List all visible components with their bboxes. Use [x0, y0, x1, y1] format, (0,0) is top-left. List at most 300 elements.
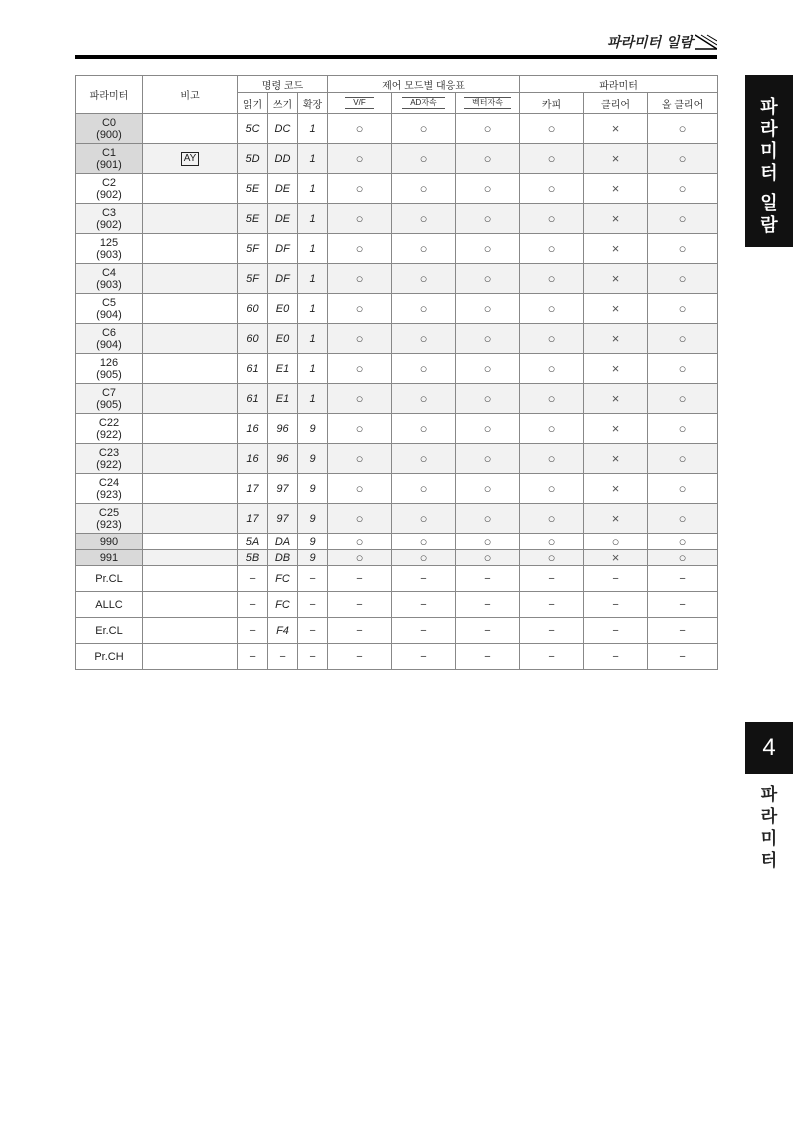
- all-clear-mark-cell: −: [648, 644, 718, 670]
- mode-tag-vector: 벡터자속: [464, 97, 511, 109]
- ad-mark-cell: ○: [392, 550, 456, 566]
- copy-mark-cell: ○: [520, 114, 584, 144]
- write-code-cell: 96: [268, 414, 298, 444]
- param-name: C5: [101, 296, 117, 309]
- note-cell: [143, 566, 238, 592]
- note-cell: [143, 204, 238, 234]
- side-tab-char: 터: [760, 163, 778, 184]
- copy-mark-cell: ○: [520, 294, 584, 324]
- param-cell: [76, 264, 143, 294]
- note-cell: [143, 474, 238, 504]
- all-clear-mark-cell: ○: [648, 174, 718, 204]
- note-cell: [143, 618, 238, 644]
- read-code-cell: −: [238, 592, 268, 618]
- read-code-cell: 5E: [238, 174, 268, 204]
- ad-mark-cell: ○: [392, 264, 456, 294]
- write-code-cell: −: [268, 644, 298, 670]
- vf-mark-cell: ○: [328, 414, 392, 444]
- param-name: C1: [101, 146, 117, 159]
- param-cell: [76, 204, 143, 234]
- copy-mark-cell: ○: [520, 354, 584, 384]
- param-name: Er.CL: [95, 624, 123, 637]
- table-row: [76, 204, 718, 234]
- ad-mark-cell: ○: [392, 324, 456, 354]
- note-cell: [143, 264, 238, 294]
- ext-code-cell: −: [298, 592, 328, 618]
- write-code-cell: DE: [268, 174, 298, 204]
- clear-mark-cell: ×: [584, 114, 648, 144]
- clear-mark-cell: ×: [584, 550, 648, 566]
- param-name: ALLC: [95, 598, 123, 611]
- param-name: C7: [101, 386, 117, 399]
- vector-mark-cell: ○: [456, 474, 520, 504]
- clear-mark-cell: ×: [584, 444, 648, 474]
- write-code-cell: F4: [268, 618, 298, 644]
- read-code-cell: 60: [238, 324, 268, 354]
- table-row: [76, 618, 718, 644]
- param-number: (902): [96, 188, 122, 201]
- chapter-label-char: 라: [760, 807, 778, 827]
- table-row: [76, 114, 718, 144]
- read-code-cell: 5B: [238, 550, 268, 566]
- note-cell: [143, 324, 238, 354]
- vector-mark-cell: ○: [456, 234, 520, 264]
- write-code-cell: E1: [268, 384, 298, 414]
- ext-code-cell: 1: [298, 114, 328, 144]
- vf-mark-cell: ○: [328, 474, 392, 504]
- param-cell: [76, 114, 143, 144]
- table-row: [76, 550, 718, 566]
- all-clear-mark-cell: ○: [648, 114, 718, 144]
- copy-mark-cell: ○: [520, 414, 584, 444]
- write-code-cell: DB: [268, 550, 298, 566]
- vector-mark-cell: ○: [456, 294, 520, 324]
- vf-mark-cell: ○: [328, 504, 392, 534]
- ext-code-cell: 1: [298, 204, 328, 234]
- write-code-cell: E0: [268, 294, 298, 324]
- table-row: [76, 592, 718, 618]
- all-clear-mark-cell: ○: [648, 144, 718, 174]
- copy-mark-cell: ○: [520, 550, 584, 566]
- clear-mark-cell: ×: [584, 144, 648, 174]
- chapter-label-char: 파: [760, 785, 778, 805]
- all-clear-mark-cell: −: [648, 566, 718, 592]
- clear-mark-cell: ×: [584, 174, 648, 204]
- vector-mark-cell: ○: [456, 264, 520, 294]
- param-name: C6: [101, 326, 117, 339]
- param-cell: [76, 618, 143, 644]
- ext-code-cell: 1: [298, 174, 328, 204]
- param-cell: [76, 384, 143, 414]
- ext-code-cell: 1: [298, 354, 328, 384]
- read-code-cell: 61: [238, 354, 268, 384]
- param-cell: [76, 414, 143, 444]
- all-clear-mark-cell: −: [648, 592, 718, 618]
- ext-code-cell: 1: [298, 294, 328, 324]
- param-cell: [76, 534, 143, 550]
- col-header-copy: 카피: [520, 93, 584, 114]
- clear-mark-cell: ×: [584, 264, 648, 294]
- ext-code-cell: −: [298, 644, 328, 670]
- param-name: C22: [98, 416, 120, 429]
- copy-mark-cell: −: [520, 566, 584, 592]
- vf-mark-cell: −: [328, 566, 392, 592]
- col-header-parameter: 파라미터: [76, 76, 143, 114]
- vector-mark-cell: −: [456, 592, 520, 618]
- all-clear-mark-cell: ○: [648, 384, 718, 414]
- ext-code-cell: 9: [298, 550, 328, 566]
- note-cell: [143, 114, 238, 144]
- param-number: (901): [96, 158, 122, 171]
- table-row: [76, 294, 718, 324]
- ext-code-cell: 9: [298, 474, 328, 504]
- page-header-title: 파라미터 일람: [606, 35, 693, 51]
- param-name: Pr.CL: [95, 572, 123, 585]
- clear-mark-cell: −: [584, 592, 648, 618]
- write-code-cell: FC: [268, 592, 298, 618]
- copy-mark-cell: ○: [520, 474, 584, 504]
- all-clear-mark-cell: ○: [648, 504, 718, 534]
- copy-mark-cell: ○: [520, 264, 584, 294]
- clear-mark-cell: ×: [584, 504, 648, 534]
- ad-mark-cell: ○: [392, 414, 456, 444]
- vf-mark-cell: ○: [328, 264, 392, 294]
- vector-mark-cell: ○: [456, 204, 520, 234]
- ad-mark-cell: ○: [392, 354, 456, 384]
- col-header-all-clear: 올 클리어: [648, 93, 718, 114]
- vector-mark-cell: −: [456, 566, 520, 592]
- vector-mark-cell: −: [456, 644, 520, 670]
- table-row: [76, 444, 718, 474]
- ad-mark-cell: −: [392, 592, 456, 618]
- copy-mark-cell: ○: [520, 144, 584, 174]
- note-cell: [143, 504, 238, 534]
- vector-mark-cell: ○: [456, 504, 520, 534]
- vector-mark-cell: −: [456, 618, 520, 644]
- param-name: C0: [101, 116, 117, 129]
- clear-mark-cell: ×: [584, 384, 648, 414]
- group-header-control-mode: 제어 모드별 대응표: [328, 76, 520, 93]
- col-header-write: 쓰기: [268, 93, 298, 114]
- vf-mark-cell: ○: [328, 324, 392, 354]
- read-code-cell: 5E: [238, 204, 268, 234]
- note-cell: [143, 144, 238, 174]
- col-header-note: 비고: [143, 76, 238, 114]
- vf-mark-cell: −: [328, 592, 392, 618]
- clear-mark-cell: −: [584, 644, 648, 670]
- ext-code-cell: −: [298, 566, 328, 592]
- side-tab-char: 라: [760, 119, 778, 140]
- read-code-cell: 17: [238, 474, 268, 504]
- read-code-cell: −: [238, 644, 268, 670]
- param-cell: [76, 474, 143, 504]
- write-code-cell: 97: [268, 474, 298, 504]
- read-code-cell: 5F: [238, 234, 268, 264]
- ext-code-cell: 9: [298, 444, 328, 474]
- copy-mark-cell: ○: [520, 444, 584, 474]
- vector-mark-cell: ○: [456, 114, 520, 144]
- param-number: (923): [96, 518, 122, 531]
- param-name: C4: [101, 266, 117, 279]
- param-name: C24: [98, 476, 120, 489]
- table-row: [76, 534, 718, 550]
- param-number: (904): [96, 308, 122, 321]
- all-clear-mark-cell: ○: [648, 294, 718, 324]
- all-clear-mark-cell: ○: [648, 414, 718, 444]
- write-code-cell: DF: [268, 264, 298, 294]
- table-row: [76, 644, 718, 670]
- table-row: [76, 504, 718, 534]
- all-clear-mark-cell: ○: [648, 444, 718, 474]
- param-name: 990: [99, 535, 119, 548]
- table-row: [76, 174, 718, 204]
- write-code-cell: FC: [268, 566, 298, 592]
- col-header-extension: 확장: [298, 93, 328, 114]
- col-header-vector: [456, 93, 520, 114]
- param-name: C2: [101, 176, 117, 189]
- chapter-number: 4: [745, 722, 793, 774]
- all-clear-mark-cell: ○: [648, 324, 718, 354]
- side-tab-char: 일: [760, 193, 778, 214]
- all-clear-mark-cell: −: [648, 618, 718, 644]
- param-number: (905): [96, 368, 122, 381]
- note-badge: AY: [181, 152, 200, 166]
- group-header-parameter: 파라미터: [520, 76, 718, 93]
- all-clear-mark-cell: ○: [648, 264, 718, 294]
- clear-mark-cell: ×: [584, 204, 648, 234]
- ad-mark-cell: −: [392, 566, 456, 592]
- note-cell: [143, 354, 238, 384]
- note-cell: [143, 384, 238, 414]
- mode-tag-ad: AD자속: [402, 97, 445, 109]
- header-slash-icon: [695, 34, 717, 50]
- write-code-cell: DC: [268, 114, 298, 144]
- vf-mark-cell: ○: [328, 550, 392, 566]
- ad-mark-cell: ○: [392, 294, 456, 324]
- param-cell: [76, 444, 143, 474]
- all-clear-mark-cell: ○: [648, 234, 718, 264]
- param-name: C23: [98, 446, 120, 459]
- clear-mark-cell: ×: [584, 324, 648, 354]
- param-cell: [76, 644, 143, 670]
- header-rule: [75, 55, 717, 59]
- note-cell: [143, 534, 238, 550]
- param-cell: [76, 504, 143, 534]
- ext-code-cell: 9: [298, 504, 328, 534]
- vector-mark-cell: ○: [456, 354, 520, 384]
- vf-mark-cell: −: [328, 618, 392, 644]
- ad-mark-cell: ○: [392, 174, 456, 204]
- chapter-label: [745, 784, 793, 872]
- clear-mark-cell: ×: [584, 414, 648, 444]
- table-row: [76, 144, 718, 174]
- vf-mark-cell: ○: [328, 204, 392, 234]
- param-cell: [76, 550, 143, 566]
- clear-mark-cell: ○: [584, 534, 648, 550]
- clear-mark-cell: −: [584, 566, 648, 592]
- vector-mark-cell: ○: [456, 444, 520, 474]
- param-name: 126: [99, 356, 119, 369]
- ad-mark-cell: ○: [392, 504, 456, 534]
- ext-code-cell: 1: [298, 324, 328, 354]
- side-section-tab: [745, 75, 793, 247]
- param-number: (900): [96, 128, 122, 141]
- param-name: C3: [101, 206, 117, 219]
- param-name: Pr.CH: [94, 650, 124, 663]
- param-cell: [76, 354, 143, 384]
- clear-mark-cell: −: [584, 618, 648, 644]
- vector-mark-cell: ○: [456, 550, 520, 566]
- ad-mark-cell: ○: [392, 234, 456, 264]
- write-code-cell: DD: [268, 144, 298, 174]
- param-number: (922): [96, 458, 122, 471]
- clear-mark-cell: ×: [584, 474, 648, 504]
- chapter-label-char: 터: [760, 851, 778, 871]
- param-number: (902): [96, 218, 122, 231]
- table-row: [76, 354, 718, 384]
- vf-mark-cell: ○: [328, 114, 392, 144]
- table-row: [76, 264, 718, 294]
- read-code-cell: −: [238, 566, 268, 592]
- ext-code-cell: 9: [298, 414, 328, 444]
- ext-code-cell: 1: [298, 234, 328, 264]
- col-header-clear: 클리어: [584, 93, 648, 114]
- param-number: (903): [96, 248, 122, 261]
- copy-mark-cell: −: [520, 592, 584, 618]
- table-row: [76, 414, 718, 444]
- write-code-cell: DF: [268, 234, 298, 264]
- note-cell: [143, 592, 238, 618]
- param-number: (922): [96, 428, 122, 441]
- param-number: (903): [96, 278, 122, 291]
- write-code-cell: E0: [268, 324, 298, 354]
- read-code-cell: 16: [238, 444, 268, 474]
- ext-code-cell: −: [298, 618, 328, 644]
- ext-code-cell: 9: [298, 534, 328, 550]
- vector-mark-cell: ○: [456, 384, 520, 414]
- note-cell: [143, 644, 238, 670]
- vector-mark-cell: ○: [456, 144, 520, 174]
- read-code-cell: 60: [238, 294, 268, 324]
- table-row: [76, 324, 718, 354]
- copy-mark-cell: ○: [520, 204, 584, 234]
- vf-mark-cell: ○: [328, 144, 392, 174]
- copy-mark-cell: ○: [520, 324, 584, 354]
- note-cell: [143, 234, 238, 264]
- side-tab-char: 미: [760, 141, 778, 162]
- ad-mark-cell: −: [392, 618, 456, 644]
- note-cell: [143, 444, 238, 474]
- col-header-ad: [392, 93, 456, 114]
- all-clear-mark-cell: ○: [648, 474, 718, 504]
- ad-mark-cell: ○: [392, 474, 456, 504]
- write-code-cell: 97: [268, 504, 298, 534]
- ad-mark-cell: ○: [392, 204, 456, 234]
- col-header-vf: [328, 93, 392, 114]
- param-cell: [76, 294, 143, 324]
- note-cell: [143, 550, 238, 566]
- parameter-table: [75, 75, 718, 670]
- vector-mark-cell: ○: [456, 414, 520, 444]
- copy-mark-cell: −: [520, 618, 584, 644]
- copy-mark-cell: −: [520, 644, 584, 670]
- vector-mark-cell: ○: [456, 534, 520, 550]
- vf-mark-cell: ○: [328, 294, 392, 324]
- write-code-cell: 96: [268, 444, 298, 474]
- read-code-cell: 16: [238, 414, 268, 444]
- copy-mark-cell: ○: [520, 384, 584, 414]
- vf-mark-cell: ○: [328, 444, 392, 474]
- note-cell: [143, 294, 238, 324]
- table-row: [76, 566, 718, 592]
- ext-code-cell: 1: [298, 264, 328, 294]
- read-code-cell: 61: [238, 384, 268, 414]
- ad-mark-cell: −: [392, 644, 456, 670]
- read-code-cell: 5F: [238, 264, 268, 294]
- group-header-command-code: 명령 코드: [238, 76, 328, 93]
- ext-code-cell: 1: [298, 384, 328, 414]
- chapter-label-char: 미: [760, 829, 778, 849]
- ad-mark-cell: ○: [392, 534, 456, 550]
- vf-mark-cell: ○: [328, 354, 392, 384]
- vf-mark-cell: −: [328, 644, 392, 670]
- write-code-cell: DE: [268, 204, 298, 234]
- note-cell: [143, 174, 238, 204]
- param-number: (905): [96, 398, 122, 411]
- ad-mark-cell: ○: [392, 144, 456, 174]
- all-clear-mark-cell: ○: [648, 354, 718, 384]
- col-header-read: 읽기: [238, 93, 268, 114]
- write-code-cell: DA: [268, 534, 298, 550]
- read-code-cell: 5D: [238, 144, 268, 174]
- mode-tag-vf: V/F: [345, 97, 373, 109]
- read-code-cell: −: [238, 618, 268, 644]
- vf-mark-cell: ○: [328, 534, 392, 550]
- param-cell: [76, 234, 143, 264]
- read-code-cell: 5C: [238, 114, 268, 144]
- table-row: [76, 474, 718, 504]
- all-clear-mark-cell: ○: [648, 534, 718, 550]
- vf-mark-cell: ○: [328, 384, 392, 414]
- read-code-cell: 17: [238, 504, 268, 534]
- ad-mark-cell: ○: [392, 444, 456, 474]
- param-name: 991: [99, 551, 119, 564]
- param-number: (904): [96, 338, 122, 351]
- ad-mark-cell: ○: [392, 114, 456, 144]
- vector-mark-cell: ○: [456, 324, 520, 354]
- copy-mark-cell: ○: [520, 504, 584, 534]
- clear-mark-cell: ×: [584, 354, 648, 384]
- write-code-cell: E1: [268, 354, 298, 384]
- vf-mark-cell: ○: [328, 174, 392, 204]
- param-cell: [76, 566, 143, 592]
- side-tab-char: 람: [760, 215, 778, 236]
- param-name: C25: [98, 506, 120, 519]
- param-number: (923): [96, 488, 122, 501]
- param-cell: [76, 324, 143, 354]
- vector-mark-cell: ○: [456, 174, 520, 204]
- vf-mark-cell: ○: [328, 234, 392, 264]
- copy-mark-cell: ○: [520, 234, 584, 264]
- note-cell: [143, 414, 238, 444]
- param-cell: [76, 144, 143, 174]
- table-row: [76, 384, 718, 414]
- table-row: [76, 234, 718, 264]
- clear-mark-cell: ×: [584, 294, 648, 324]
- param-name: 125: [99, 236, 119, 249]
- all-clear-mark-cell: ○: [648, 550, 718, 566]
- param-cell: [76, 174, 143, 204]
